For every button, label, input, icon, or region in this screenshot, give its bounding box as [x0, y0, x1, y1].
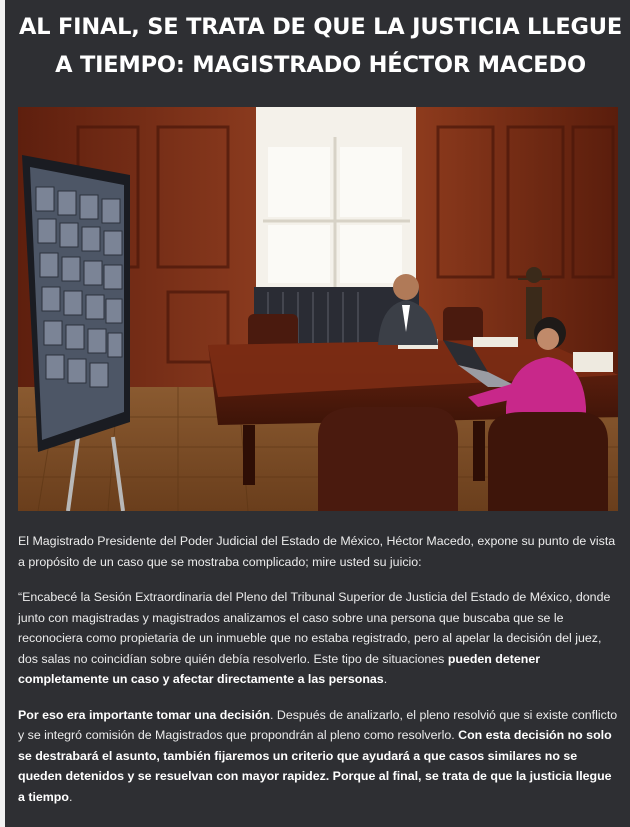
- article-photo: [18, 107, 618, 511]
- article-body: [18, 531, 618, 822]
- paragraph-intro: El Magistrado Presidente del Poder Judicial del Estado de México, Héctor Macedo, expone su punto de vista a propósito de un caso que se mostraba complicado; mire usted su juicio:: [18, 534, 616, 569]
- article-headline: AL FINAL, SE TRATA DE QUE LA JUSTICIA LLEGUE A TIEMPO: MAGISTRADO HÉCTOR MACEDO: [19, 14, 622, 78]
- emphasis-text: Por eso era importante tomar una decisión: [18, 707, 271, 722]
- paragraph-decision: Por eso era importante tomar una decisión. Después de analizarlo, el pleno resolvió que si existe conflicto y se integró comisión de Magistrados que propondrán al pleno como resolverlo. Con esta decisión no solo se destrabará el asunto, también fijaremos un criterio que ayudará a que casos similares no se queden detenidos y se resuelvan con mayor rapidez. Porque al final, se trata de que la justicia llegue a tiempo.: [18, 707, 618, 804]
- left-edge-strip: [0, 0, 5, 827]
- emphasis-text: Con esta decisión no solo se destrabará el asunto, también fijaremos un criterio que ayudará a que casos similares no se queden detenidos y se resuelvan con mayor rapidez. Porque al final, se trata de que la justicia llegue a tiempo: [18, 728, 612, 804]
- emphasis-text: pueden detener completamente un caso y afectar directamente a las personas: [18, 651, 541, 686]
- paragraph-quote: “Encabecé la Sesión Extraordinaria del Pleno del Tribunal Superior de Justicia del Estado de México, donde junto con magistradas y magistrados analizamos el caso sobre una persona que buscaba que se le reconociera como propietaria de un inmueble que no estaba registrado, pero al apelar la decisión del juez, dos salas no coincidían sobre quién debía resolverlo. Este tipo de situaciones pueden detener completamente un caso y afectar directamente a las personas.: [18, 590, 611, 686]
